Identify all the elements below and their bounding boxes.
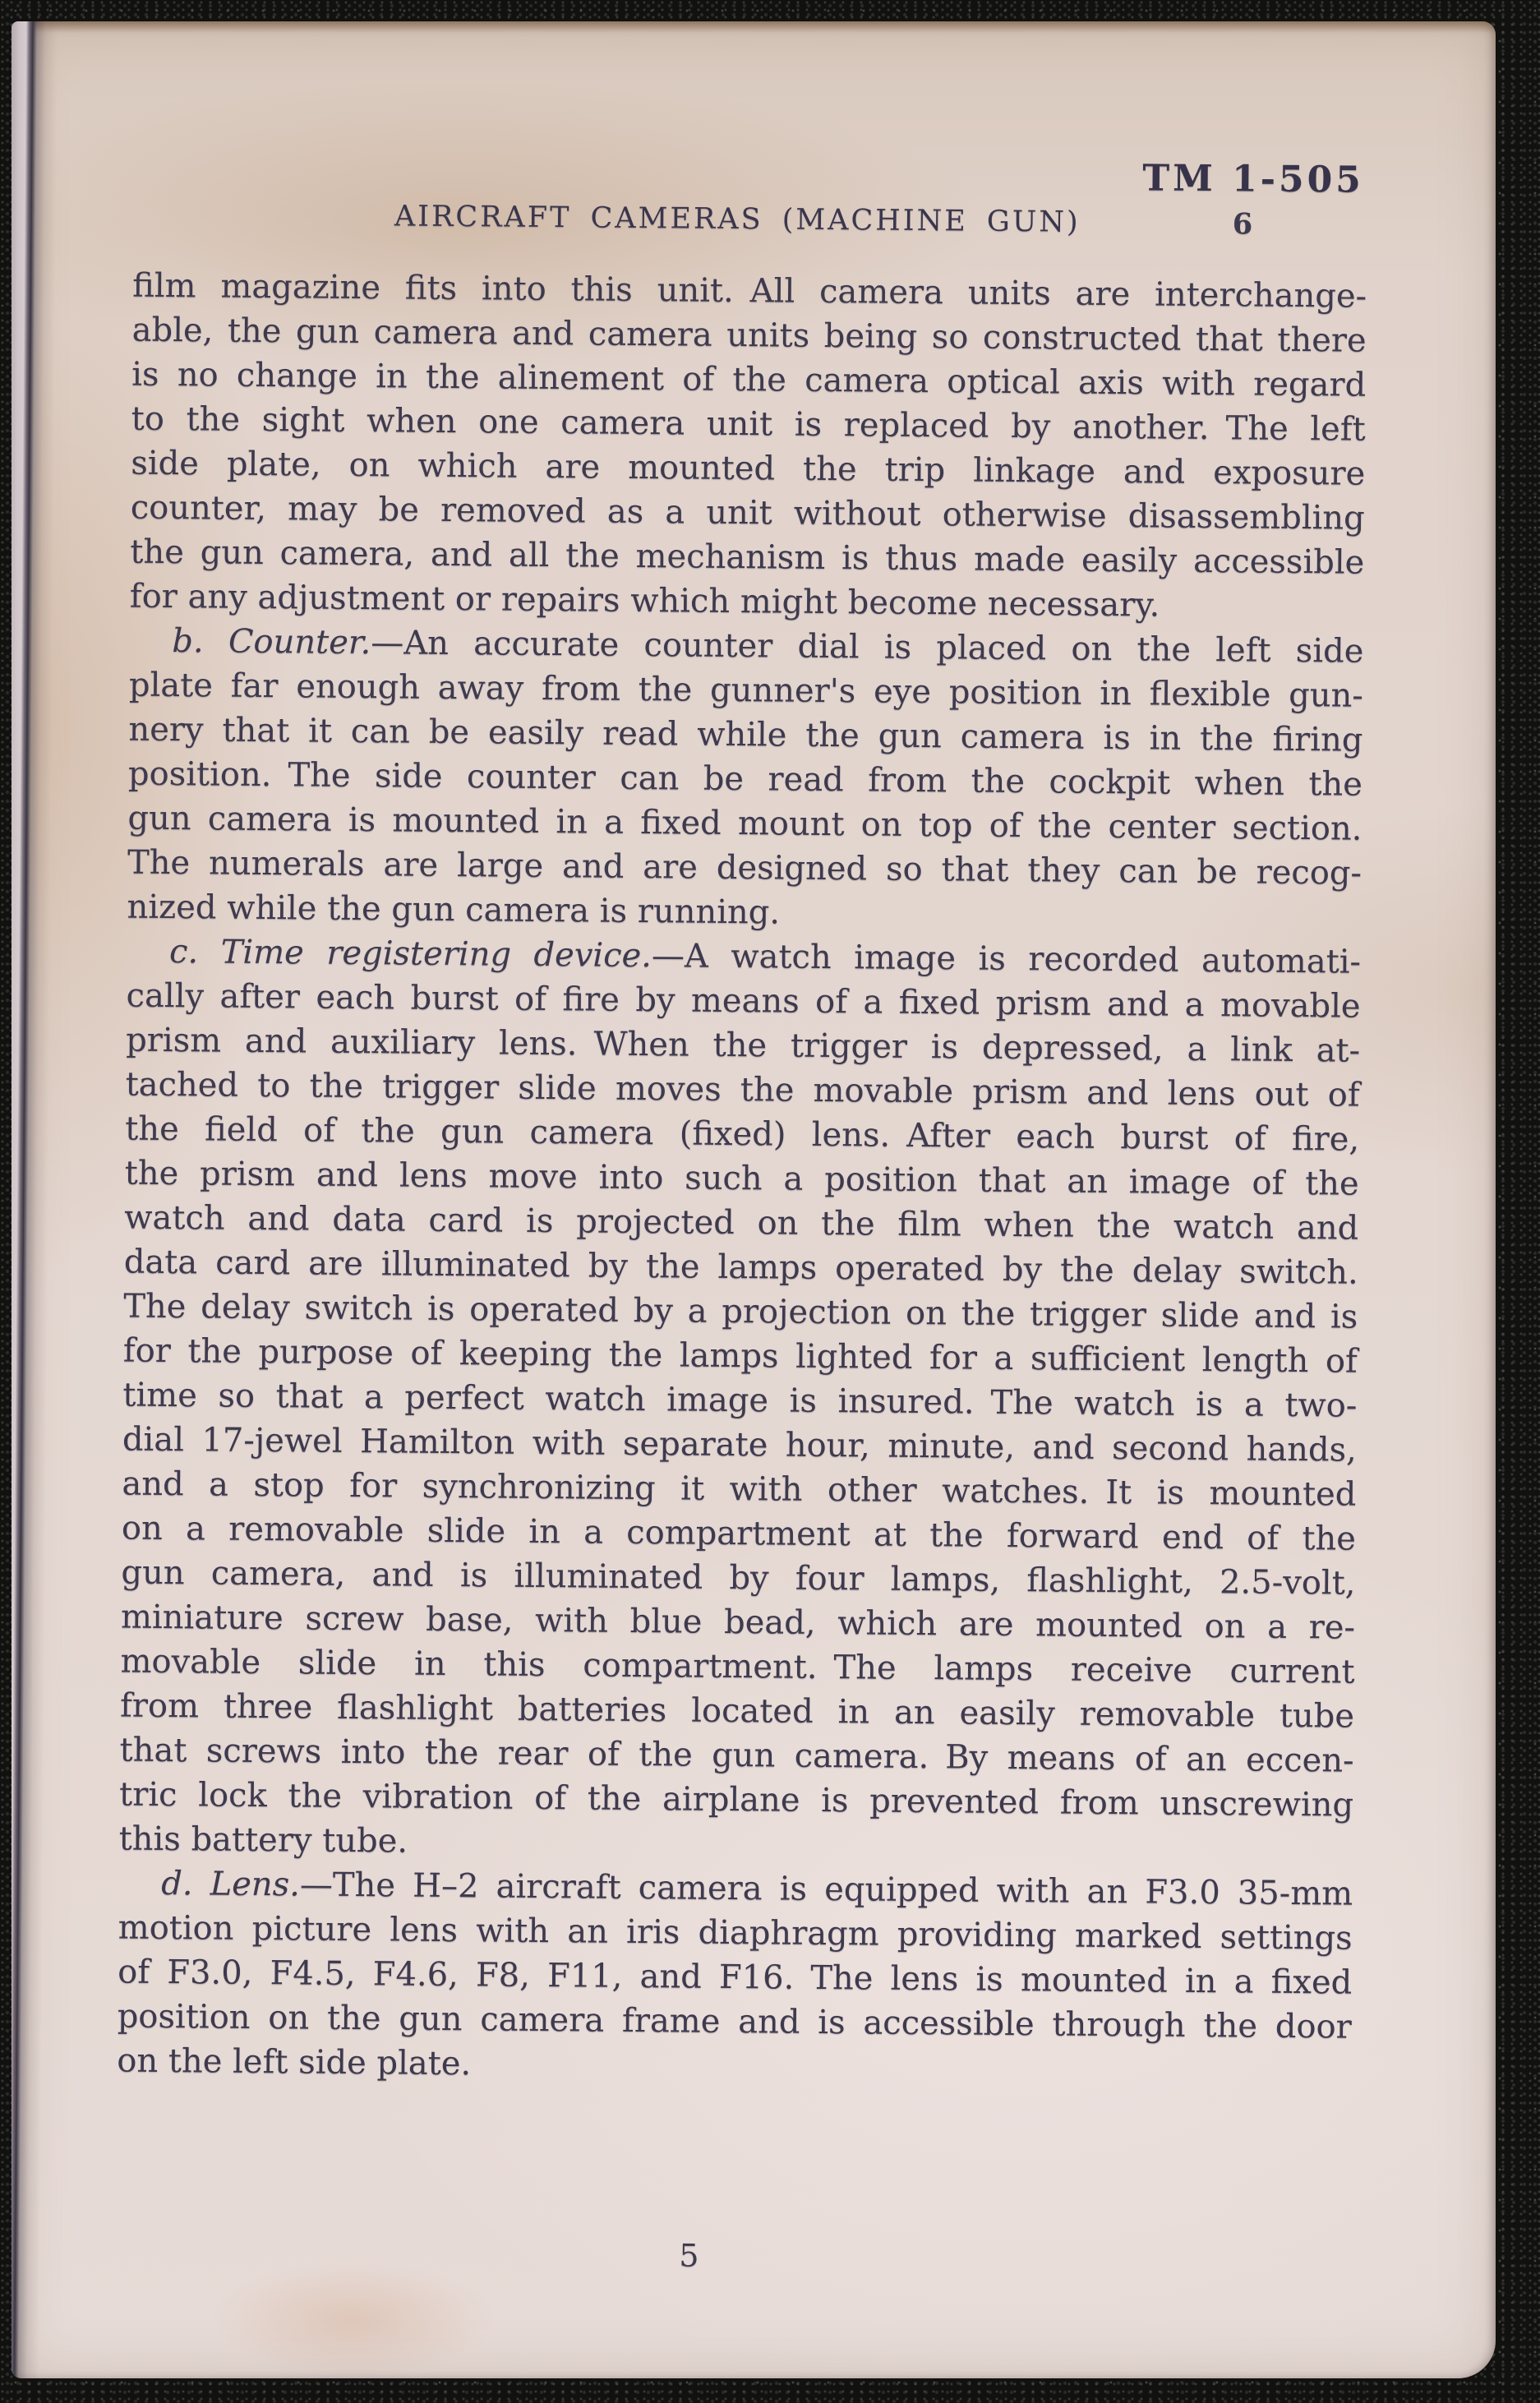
paragraph-lead-italic: d. Lens.	[161, 1864, 301, 1904]
paragraph-lead-italic: b. Counter.	[172, 622, 371, 662]
text-line: tric lock the vibration of the airplane is prevented from unscrewing	[118, 1775, 1354, 1824]
book-page	[12, 21, 1496, 2378]
text-line: able, the gun camera and camera units being so constructed that there	[131, 311, 1367, 360]
text-line: from three flashlight batteries located in an easily removable tube	[119, 1686, 1355, 1736]
text-line: plate far enough away from the gunner's eye position in flexible gun-	[128, 666, 1364, 715]
text-line: data card are illuminated by the lamps operated by the delay switch.	[123, 1243, 1358, 1292]
text-line: the prism and lens move into such a position that an image of the	[124, 1154, 1359, 1203]
text-line: on a removable slide in a compartment at the forward end of the	[121, 1509, 1357, 1558]
text-line: of F3.0, F4.5, F4.6, F8, F11, and F16. The lens is mounted in a fixed	[118, 1953, 1353, 2002]
text-line: side plate, on which are mounted the trip linkage and exposure	[131, 444, 1366, 493]
text-line: cally after each burst of fire by means of a fixed prism and a movable	[126, 976, 1361, 1026]
paragraph-number: 6	[1232, 207, 1253, 242]
text-line: The numerals are large and are designed so that they can be recog-	[127, 843, 1362, 892]
text-line: this battery tube.	[118, 1820, 408, 1861]
paragraph	[118, 929, 1361, 1872]
paragraph-lead-italic: c. Time registering device.	[168, 933, 652, 975]
text-line: that screws into the rear of the gun camera. By means of an eccen-	[119, 1731, 1354, 1780]
body-text	[117, 264, 1367, 2094]
text-line: position. The side counter can be read from the cockpit when the	[127, 754, 1363, 804]
text-line: nized while the gun camera is running.	[127, 888, 781, 932]
text-line: gun camera, and is illuminated by four lamps, flashlight, 2.5-volt,	[121, 1553, 1356, 1603]
text-line: for the purpose of keeping the lamps lighted for a sufficient length of	[122, 1331, 1358, 1381]
text-line: dial 17-jewel Hamilton with separate hour, minute, and second hands,	[122, 1420, 1358, 1469]
text-line: c. Time registering device.—A watch image is recorded automati-	[168, 933, 1362, 981]
text-line: miniature screw base, with blue bead, which are mounted on a re-	[120, 1598, 1356, 1647]
text-line: prism and auxiliary lens. When the trigger is depressed, a link at-	[125, 1021, 1361, 1070]
page-content	[12, 21, 1496, 2378]
text-line: gun camera is mounted in a fixed mount on top of the center section.	[127, 799, 1362, 848]
text-line: b. Counter.—An accurate counter dial is placed on the left side	[172, 622, 1364, 671]
paragraph	[127, 619, 1363, 940]
paragraph	[130, 264, 1367, 630]
text-line: for any adjustment or repairs which might become necessary.	[129, 577, 1160, 625]
text-line: The delay switch is operated by a projection on the trigger slide and is	[123, 1287, 1358, 1336]
text-line: d. Lens.—The H–2 aircraft camera is equipped with an F3.0 35-mm	[161, 1864, 1353, 1913]
text-line: time so that a perfect watch image is insured. The watch is a two-	[122, 1376, 1358, 1425]
running-title: AIRCRAFT CAMERAS (MACHINE GUN)	[394, 200, 1081, 239]
manual-number: TM 1-505	[1142, 157, 1365, 201]
text-line: and a stop for synchronizing it with other watches. It is mounted	[122, 1464, 1357, 1514]
text-line: tached to the trigger slide moves the movable prism and lens out of	[125, 1065, 1360, 1114]
page-number: 5	[679, 2237, 699, 2274]
text-line: film magazine fits into this unit. All camera units are interchange-	[131, 266, 1367, 316]
text-line: on the left side plate.	[117, 2041, 472, 2083]
text-line: nery that it can be easily read while the gun camera is in the firing	[128, 710, 1363, 759]
text-line: is no change in the alinement of the camera optical axis with regard	[131, 355, 1367, 404]
text-line: movable slide in this compartment. The lamps receive current	[120, 1642, 1355, 1691]
paragraph	[117, 1861, 1353, 2094]
text-line: watch and data card is projected on the film when the watch and	[124, 1198, 1359, 1248]
text-line: the gun camera, and all the mechanism is thus made easily accessible	[130, 533, 1365, 582]
text-line: to the sight when one camera unit is replaced by another. The left	[131, 399, 1366, 449]
text-line: counter, may be removed as a unit without otherwise disassembling	[130, 488, 1365, 537]
text-line: motion picture lens with an iris diaphragm providing marked settings	[118, 1908, 1353, 1958]
text-line: the field of the gun camera (fixed) lens. After each burst of fire,	[125, 1109, 1360, 1159]
text-line: position on the gun camera frame and is accessible through the door	[117, 1997, 1352, 2046]
